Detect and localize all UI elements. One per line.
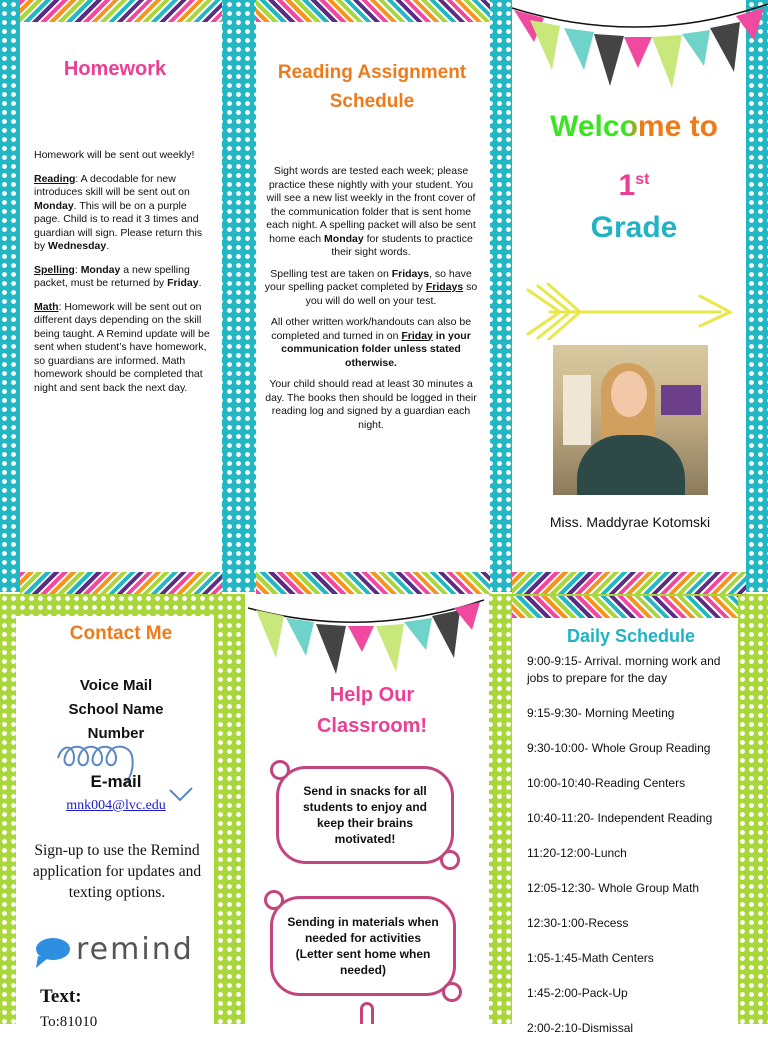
teacher-photo xyxy=(553,345,708,495)
remind-logo xyxy=(34,934,214,970)
snacks-item: Send in snacks for all students to enjoy and keep their brains motivated! xyxy=(276,766,454,864)
welcome-line3: Grade xyxy=(590,211,678,244)
schedule-item: 9:00-9:15- Arrival. morning work and jobs to prepare for the day xyxy=(527,654,721,685)
homework-title: Homework xyxy=(63,58,167,80)
schedule-item: 9:15-9:30- Morning Meeting xyxy=(527,706,675,720)
welcome-heading xyxy=(512,108,756,252)
bunting-banner xyxy=(512,0,768,92)
bunting-banner xyxy=(248,594,484,676)
arrow-icon xyxy=(520,280,740,340)
chevron-border xyxy=(256,0,490,22)
schedule-item: 12:30-1:00-Recess xyxy=(527,916,629,930)
reading-p3: All other written work/handouts can also be completed and turned in on Friday in your communication folder unless stated otherwise. xyxy=(270,316,472,369)
chevron-border xyxy=(20,572,222,594)
help-title-line1: Help Our xyxy=(329,684,415,706)
schedule-item: 10:40-11:20- Independent Reading xyxy=(527,811,713,825)
reading-p4: Your child should read at least 30 minutes a day. The books then should be logged in their reading log and signed by a guardian each night. xyxy=(265,378,477,431)
schedule-item: 1:45-2:00-Pack-Up xyxy=(527,986,628,1000)
reading-body xyxy=(264,165,478,442)
signup-text: Sign-up to use the Remind application for updates and texting options. xyxy=(32,842,202,901)
schedule-list xyxy=(527,653,739,1055)
reading-p2: Spelling test are taken on Fridays, so have your spelling packet completed by Fridays so you will do well on your test. xyxy=(264,267,478,307)
schedule-item: 1:05-1:45-Math Centers xyxy=(527,951,654,965)
email-link[interactable]: mnk004@lvc.edu xyxy=(66,798,166,813)
chevron-border xyxy=(512,596,738,618)
help-title xyxy=(245,680,499,742)
materials-note: (Letter sent home when needed) xyxy=(295,947,431,977)
schedule-item: 2:00-2:10-Dismissal xyxy=(527,1021,634,1035)
help-title-line2: Classroom! xyxy=(316,715,428,737)
chevron-border xyxy=(20,0,222,22)
contact-title: Contact Me xyxy=(69,623,173,644)
reading-title-line2: Schedule xyxy=(329,91,415,112)
reading-title xyxy=(260,58,484,116)
homework-math: Math: Homework will be sent out on different days depending on the skill being taught. A Remind update will be sent when student’s have homework, so guardians are informed. Math homework should be completed that night and sent back the next day. xyxy=(34,300,210,394)
homework-spelling: Spelling: Monday a new spelling packet, must be returned by Friday. xyxy=(34,263,202,289)
schedule-item: 9:30-10:00- Whole Group Reading xyxy=(527,741,711,755)
text-label: Text: xyxy=(40,986,82,1007)
reading-p1: Sight words are tested each week; please practice these nightly with your student. You will see a new list weekly in the front cover of the communication folder that is sent home each night. A spelling packet will also be sent home each Monday for students to practice their sight words. xyxy=(266,165,476,258)
voice-mail xyxy=(16,674,216,746)
schedule-title: Daily Schedule xyxy=(566,626,696,646)
voice-mail-line1: Voice Mail xyxy=(79,677,153,694)
schedule-item: 10:00-10:40-Reading Centers xyxy=(527,776,686,790)
schedule-item: 11:20-12:00-Lunch xyxy=(527,846,627,860)
chevron-border xyxy=(256,572,490,594)
email-label: E-mail xyxy=(90,772,142,791)
swirl-decoration-icon xyxy=(360,1002,374,1024)
homework-intro: Homework will be sent out weekly! xyxy=(34,149,195,161)
homework-reading: Reading: A decodable for new introduces skill will be sent out on Monday. This will be on a purple page. Child is to read it 3 times and guardian will sign. Please return this by Wednesday. xyxy=(34,172,203,252)
teacher-name: Miss. Maddyrae Kotomski xyxy=(549,514,711,530)
text-number: To:81010 xyxy=(40,1014,98,1030)
welcome-line1: Welcome to xyxy=(550,110,718,143)
schedule-item: 12:05-12:30- Whole Group Math xyxy=(527,881,700,895)
reading-title-line1: Reading Assignment xyxy=(277,62,467,83)
voice-mail-line2: School Name xyxy=(68,701,164,718)
remind-wordmark: remind xyxy=(76,932,194,967)
welcome-line2: 1st xyxy=(618,169,650,202)
voice-mail-line3: Number xyxy=(87,725,145,742)
chevron-border xyxy=(512,572,746,594)
materials-item xyxy=(270,896,456,996)
materials-text: Sending in materials when needed for activities xyxy=(287,915,439,945)
homework-body xyxy=(34,149,212,405)
chat-bubble-icon xyxy=(34,936,72,970)
